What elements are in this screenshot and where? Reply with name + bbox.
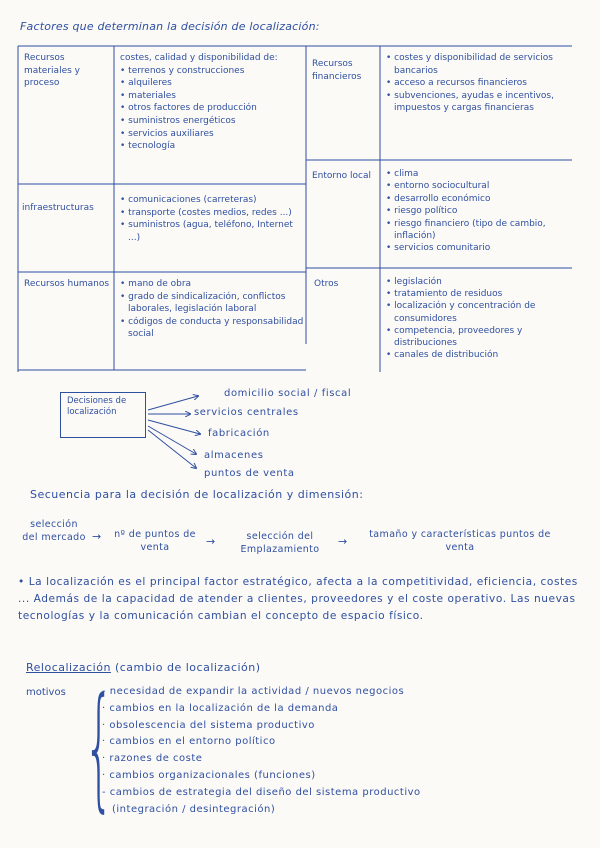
- cell-otros: [386, 276, 570, 361]
- list-item: • acceso a recursos financieros: [386, 77, 570, 90]
- sequence-step-3: selección del Emplazamiento: [240, 531, 320, 555]
- list-item: • materiales: [120, 90, 304, 103]
- branch-servicios: servicios centrales: [194, 407, 299, 418]
- cell-infraestructuras: [120, 194, 304, 244]
- cell-recursos-materiales: [120, 52, 304, 153]
- sequence-step-4: tamaño y características puntos de venta: [369, 529, 551, 553]
- sequence-arrow: →: [338, 535, 348, 548]
- list-item: • subvenciones, ayudas e incentivos, impuestos y cargas financieras: [386, 90, 570, 115]
- list-item: • servicios comunitario: [386, 242, 570, 254]
- list-item: • servicios auxiliares: [120, 128, 304, 141]
- factors-table: [16, 44, 572, 372]
- branch-fabricacion: fabricación: [208, 428, 270, 439]
- list-item: · razones de coste: [102, 751, 592, 768]
- list-item: • localización y concentración de consumidores: [386, 300, 570, 324]
- header-recursos-humanos: Recursos humanos: [24, 279, 110, 289]
- branch-almacenes: almacenes: [204, 450, 264, 461]
- list-item-continuation: (integración / desintegración): [112, 803, 276, 815]
- list-item: · cambios en el entorno político: [102, 734, 592, 751]
- sequence-step-2: nº de puntos de venta: [114, 529, 196, 553]
- header-infraestructuras: infraestructuras: [22, 203, 94, 213]
- branch-domicilio: domicilio social / fiscal: [224, 388, 352, 399]
- list-item: • riesgo financiero (tipo de cambio, inflación): [386, 218, 570, 243]
- relocation-title: Relocalización: [26, 661, 111, 674]
- list-item: • mano de obra: [120, 278, 304, 291]
- list-intro: costes, calidad y disponibilidad de:: [120, 53, 278, 63]
- motivos-brace: {: [84, 669, 114, 825]
- branch-puntos-venta: puntos de venta: [204, 468, 295, 479]
- list-item: · cambios en la localización de la demanda: [102, 701, 592, 718]
- list-item: • otros factores de producción: [120, 102, 304, 115]
- motivos-label: motivos: [26, 687, 66, 698]
- list-item: • terrenos y construcciones: [120, 65, 304, 78]
- sequence-step-1: selección del mercado: [22, 519, 86, 543]
- cell-recursos-financieros: [386, 52, 570, 115]
- list-item: • legislación: [386, 276, 570, 288]
- list-item: • competencia, proveedores y distribuciones: [386, 325, 570, 349]
- list-item: • alquileres: [120, 77, 304, 90]
- decisions-box: Decisiones de localización: [60, 392, 146, 438]
- list-item: • tecnología: [120, 140, 304, 153]
- list-item: • canales de distribución: [386, 349, 570, 361]
- list-item: • suministros (agua, teléfono, Internet ...): [120, 219, 304, 244]
- list-item: • suministros energéticos: [120, 115, 304, 128]
- list-item: • clima: [386, 168, 570, 180]
- list-item: • tratamiento de residuos: [386, 288, 570, 300]
- list-item: • grado de sindicalización, conflictos laborales, legislación laboral: [120, 291, 304, 316]
- list-item: • comunicaciones (carreteras): [120, 194, 304, 207]
- list-item: - necesidad de expandir la actividad / nuevos negocios: [102, 684, 592, 701]
- header-entorno-local: Entorno local: [312, 171, 372, 181]
- sequence-title: Secuencia para la decisión de localización y dimensión:: [30, 488, 364, 501]
- sequence-arrow: →: [92, 530, 102, 543]
- localization-paragraph: • La localización es el principal factor estratégico, afecta a la competitividad, eficiencia, costes ... Además de la capacidad de atender a clientes, proveedores y el coste operativo. Las nuevas tecnologías y la comunicación cambian el concepto de espacio físico.: [18, 576, 578, 622]
- motivos-list: [102, 684, 592, 818]
- list-item: • entorno sociocultural: [386, 180, 570, 192]
- list-item: • riesgo político: [386, 205, 570, 217]
- list-item: · cambios organizacionales (funciones): [102, 768, 592, 785]
- list-item: • desarrollo económico: [386, 193, 570, 205]
- relocation-heading: [26, 661, 261, 674]
- list-item: • costes y disponibilidad de servicios bancarios: [386, 52, 570, 77]
- header-otros: Otros: [314, 279, 339, 289]
- sequence-arrow: →: [206, 535, 216, 548]
- header-recursos-materiales: Recursos materiales y proceso: [24, 53, 80, 89]
- decision-arrows: [146, 388, 206, 480]
- relocation-subtitle: (cambio de localización): [114, 661, 261, 674]
- list-item: • transporte (costes medios, redes ...): [120, 207, 304, 220]
- page-title: Factores que determinan la decisión de localización:: [20, 20, 320, 33]
- list-item: · obsolescencia del sistema productivo: [102, 718, 592, 735]
- list-item: - cambios de estrategia del diseño del sistema productivo: [102, 785, 592, 802]
- cell-entorno-local: [386, 168, 570, 255]
- cell-recursos-humanos: [120, 278, 304, 341]
- header-recursos-financieros: Recursos financieros: [312, 59, 362, 82]
- list-item: • códigos de conducta y responsabilidad social: [120, 316, 304, 341]
